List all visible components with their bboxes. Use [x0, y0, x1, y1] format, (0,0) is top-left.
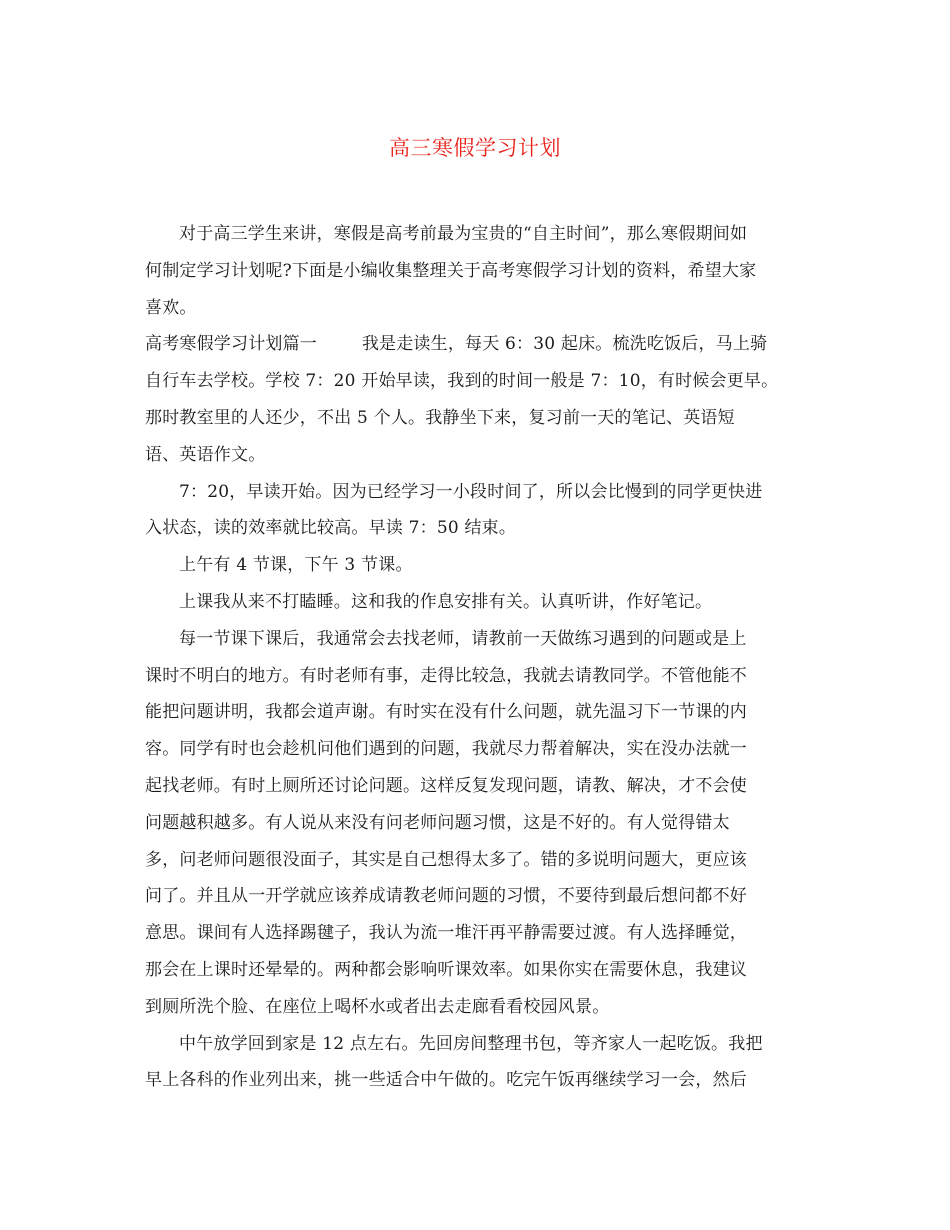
- text-line: 上课我从来不打瞌睡。这和我的作息安排有关。认真听讲，作好笔记。: [179, 591, 713, 612]
- text-line: 问了。并且从一开学就应该养成请教老师问题的习惯，不要待到最后想问都不好: [145, 886, 747, 907]
- text-line: 早上各科的作业列出来，挑一些适合中午做的。吃完午饭再继续学习一会，然后: [145, 1070, 747, 1091]
- text-line: 到厕所洗个脸、在座位上喝杯水或者出去走廊看看校园风景。: [145, 996, 610, 1017]
- text-line: 容。同学有时也会趁机问他们遇到的问题，我就尽力帮着解决，实在没办法就一: [145, 739, 747, 760]
- text-line: 高考寒假学习计划篇一 我是走读生，每天 6：30 起床。梳洗吃饭后，马上骑: [145, 334, 768, 355]
- text-line: 问题越积越多。有人说从来没有问老师问题习惯，这是不好的。有人觉得错太: [145, 812, 730, 833]
- text-line: 上午有 4 节课，下午 3 节课。: [179, 555, 413, 576]
- text-line: 能把问题讲明，我都会道声谢。有时实在没有什么问题，就先温习下一节课的内: [145, 702, 747, 723]
- text-line: 入状态，读的效率就比较高。早读 7：50 结束。: [145, 518, 517, 539]
- text-line: 意思。课间有人选择踢毽子，我认为流一堆汗再平静需要过渡。有人选择睡觉，: [145, 923, 747, 944]
- text-line: 课时不明白的地方。有时老师有事，走得比较急，我就去请教同学。不管他能不: [145, 665, 747, 686]
- document-title: 高三寒假学习计划: [389, 136, 561, 160]
- text-line: 自行车去学校。学校 7：20 开始早读，我到的时间一般是 7：10，有时候会更早。: [145, 371, 779, 392]
- text-line: 那会在上课时还晕晕的。两种都会影响听课效率。如果你实在需要休息，我建议: [145, 959, 747, 980]
- text-line: 喜欢。: [145, 297, 197, 318]
- text-line: 起找老师。有时上厕所还讨论问题。这样反复发现问题，请教、解决，才不会使: [145, 775, 747, 796]
- text-line: 中午放学回到家是 12 点左右。先回房间整理书包，等齐家人一起吃饭。我把: [179, 1033, 763, 1054]
- text-line: 每一节课下课后，我通常会去找老师，请教前一天做练习遇到的问题或是上: [179, 628, 747, 649]
- text-line: 那时教室里的人还少，不出 5 个人。我静坐下来，复习前一天的笔记、英语短: [145, 407, 735, 428]
- text-line: 7：20，早读开始。因为已经学习一小段时间了，所以会比慢到的同学更快进: [179, 481, 763, 502]
- document-body: [145, 216, 810, 1099]
- text-line: 对于高三学生来讲，寒假是高考前最为宝贵的“自主时间”，那么寒假期间如: [179, 224, 748, 244]
- text-line: 多，问老师问题很没面子，其实是自己想得太多了。错的多说明问题大，更应该: [145, 849, 747, 870]
- text-line: 何制定学习计划呢?下面是小编收集整理关于高考寒假学习计划的资料，希望大家: [145, 260, 757, 281]
- text-line: 语、英语作文。: [145, 444, 266, 465]
